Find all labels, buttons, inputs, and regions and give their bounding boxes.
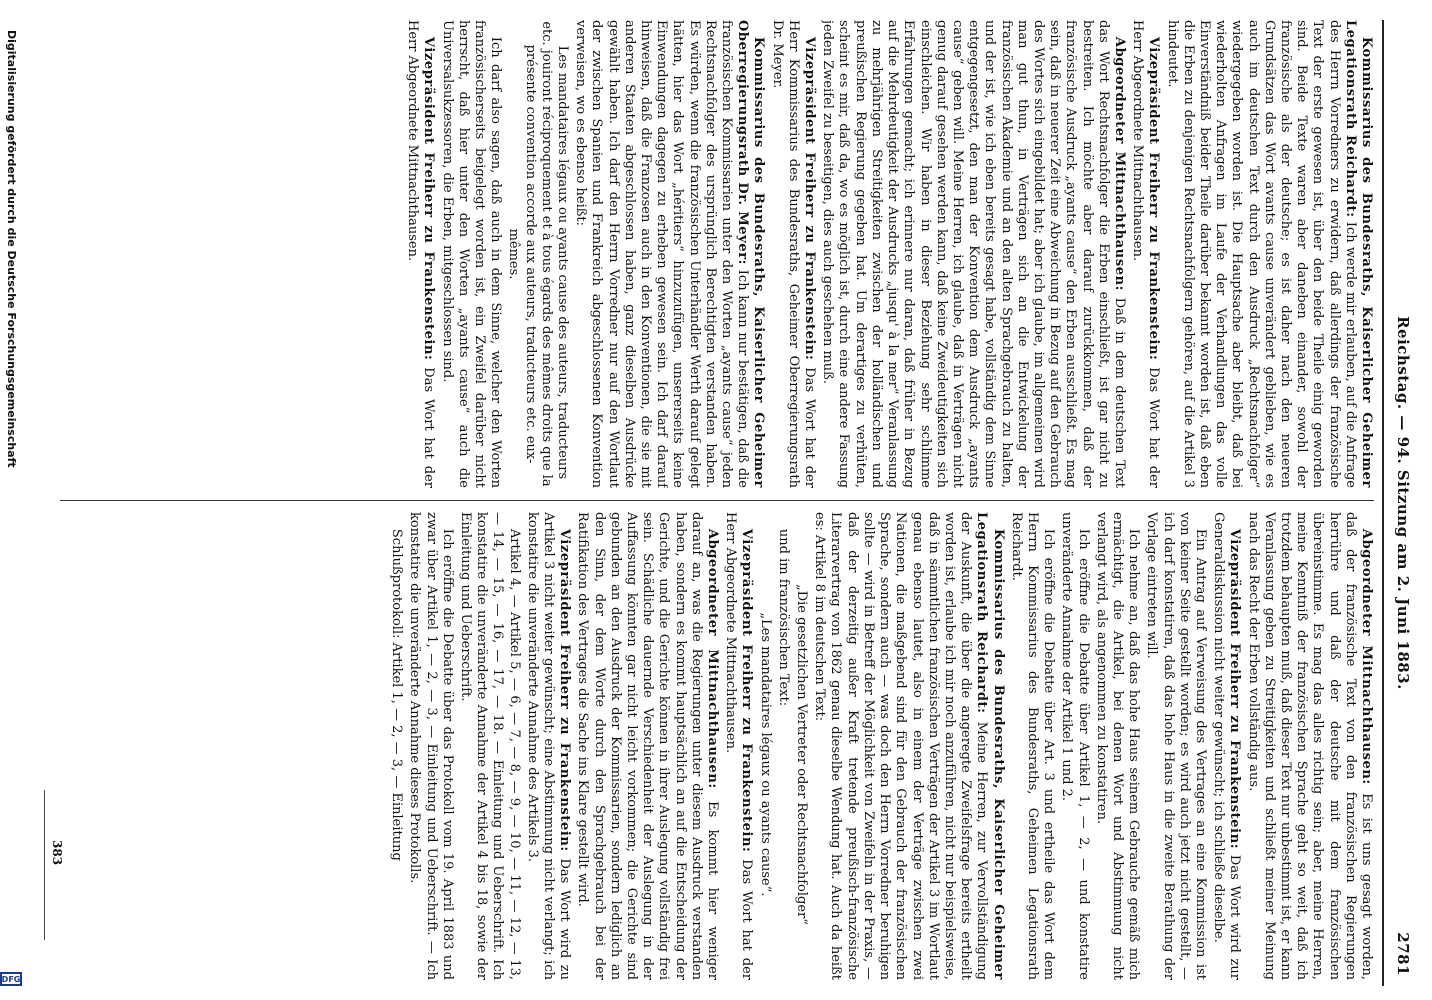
speech-text: Das Wort hat der Herr Abgeordnete Mittnachthausen. <box>723 512 755 980</box>
speech-text: Das Wort hat der Herr Kommissarius des Bundesraths, Geheimer Oberregierungsrath Dr. Meyer. <box>769 20 818 488</box>
quote-line: „Die gesetzlichen Vertreter oder Rechtsnachfolger“ <box>794 583 810 925</box>
speech-text: und im französischen Text: <box>775 528 791 707</box>
page-number: 2781 <box>1394 932 1412 976</box>
speech-paragraph <box>1129 20 1161 488</box>
speaker-name: Vizepräsident Freiherr zu Frankenstein: <box>802 36 818 361</box>
speech-paragraph <box>572 20 766 488</box>
signature-mark: 383 <box>50 840 64 866</box>
page-body <box>0 20 1432 986</box>
running-head <box>1386 20 1412 986</box>
speaker-name: Vizepräsident Freiherr zu Frankenstein: <box>557 528 573 852</box>
dfg-logo-icon: DFG <box>0 972 22 986</box>
page-title: Reichstag. — 94. Sitzung am 2. Juni 1883. <box>1394 316 1412 690</box>
speech-paragraph <box>811 512 1005 980</box>
speech-text: Meine Herren, zur Vervollständigung der Auskunft, die über die angeregte Zweifelsfrage bereits ertheilt worden ist, erlaube ich mir noch anzuführen, nicht nur beispielsweise, daß in sämmtlichen französischen Verträgen der Artikel 3 im Wortlaut genau ebenso lautet, also in einem der Verträge zwischen zwei Nationen, die maßgebend sind für den Gebrauch der französischen Sprache, sondern auch — was doch den Herrn Vorredner beruhigen sollte — wird in Betreff der Möglichkeit von Zweifeln in der Praxis, — daß der derzeitig außer Kraft tretende preußisch-französische Literarvertrag von 1862 genau dieselbe Wendung hat. Auch da heißt es: Artikel 8 im deutschen Text: <box>812 512 990 980</box>
right-column <box>60 512 1374 980</box>
speech-paragraph <box>438 20 503 488</box>
speech-text: Ich werde mir erlauben, auf die Anfrage des Herrn Vorredners zu erwidern, daß allerdings der französische Text der erste gewesen ist, über den beide Theile einig geworden sind. Beide Texte waren aber daneben einander, sowohl der französische als der deutsche; es ist daher nach den neueren Grundsätzen das Wort avants cause unverändert geblieben, wie es auch im deutschen Text durch den Ausdruck „Rechtsnachfolger“ wiedergegeben worden ist. Die Hauptsache aber bleibt, daß bei wiederholten Anfragen im Laufe der Verhandlungen das volle Einverständniß beider Theile darüber bekannt worden ist, daß eben die Erben zu denjenigen Rechtsnachfolgern gehören, auf die Artikel 3 hindeutet. <box>1164 20 1358 488</box>
speech-paragraph <box>388 512 404 980</box>
speech-paragraph <box>1210 512 1242 980</box>
quote-line: Les mandataires légaux ou ayants cause des auteurs, traducteurs etc. jouiront réciproquement et à tous égards des mêmes droits que la présente convention accorde aux auteurs, traducteurs etc. eux-mêmes. <box>506 21 571 487</box>
speech-text: Ein Antrag auf Verweisung des Vertrages an eine Kommission ist von keiner Seite gestellt worden; es wird auch jetzt nicht gestellt, — ich darf konstatiren, daß das hohe Haus in die zweite Berathung der Vorlage eintreten will. <box>1144 512 1208 980</box>
speech-text: Daß in dem deutschen Text das Wort Rechtsnachfolger die Erben einschließt, ist gar nicht zu bestreiten. Ich möchte aber darauf zurückkommen, daß der französische Ausdruck „ayants cause“ den Erben ausschließt. Es mag sein, daß in neuerer Zeit eine Abweichung in Bezug auf den Gebrauch des Wortes sich eingebildet hat; aber ich glaube, im allgemeinen wird man gut thun, in Verträgen sich an die Entwickelung der französischen Akademie und an den alten Sprachgebrauch zu halten, und der ist, wie ich eben bereits gesagt habe, vollständig dem Sinne entgegengesetzt, den man der Konvention dem Ausdruck „ayants cause“ geben will. Meine Herren, ich glaube, daß in Verträgen nicht genug darauf gesehen werden kann, daß keine Zweideutigkeiten sich einschleichen. Wir haben in dieser Beziehung sehr schlimme Erfahrungen gemacht; ich erinnere nur daran, daß früher in Bezug auf die Mehrdeutigkeit der Ausdrucks „jusqu' à la mer“ Veranlassung zu mehrjährigen Streitigkeiten zwischen der holländischen und preußischen Regierung gegeben hat. Um derartiges zu verhüten, scheint es mir, daß da, wo es möglich ist, durch eine andere Fassung jeden Zweifel zu beseitigen, dies auch geschehen muß. <box>820 20 1127 488</box>
speech-paragraph <box>775 512 791 980</box>
speech-paragraph <box>1058 512 1090 980</box>
signature-rule <box>44 790 45 940</box>
speaker-name: Abgeordneter Mittnachthausen: <box>1359 528 1374 785</box>
sideband-text: Digitalisierung gefördert durch die Deutsche Forschungsgemeinschaft <box>5 30 18 468</box>
speech-text: Ich kann nur bestätigen, daß die französischen Kommissarien unter den Worten „ayants cause“ jeden Rechtsnachfolger des ursprünglich Berechtigten verstanden haben. Es würden, wenn die französischen Unterhändler Werth darauf gelegt hätten, hier das Wort „héritiers“ hinzuzufügen, unsererseits keine Einwendungen dagegen zu erheben gewesen sein. Ich darf darauf hinweisen, daß die Franzosen auch in den Konventionen, die sie mit anderen Staaten abgeschlossen haben, ganz dieselben Ausdrücke gewählt haben. Ich darf den Herrn Vorredner nur auf den Wortlaut der zwischen Spanien und Frankreich abgeschlossenen Konvention verweisen, wo es ebenso heißt: <box>573 20 751 488</box>
speech-text: Das Wort wird zu Artikel 3 nicht weiter gewünscht; eine Abstimmung nicht verlangt; ich konstatire die unveränderte Annahme des Artikels 3. <box>524 512 573 980</box>
speech-paragraph <box>722 512 754 980</box>
speech-text: Es kommt hier weniger darauf an, was die Regierungen unter diesem Ausdruck verstanden haben, sondern es kommt hauptsächlich an auf die Entscheidung der Gerichte, und die Gerichte können in ihrer Auslegung vollständig frei sein. Schädliche dauernde Verschiedenheit der Auslegung in der Auffassung könnten gar nicht leicht vorkommen; die Gerichte sind gebunden an den Ausdruck der Kommissarien, sondern lediglich an den Sinn, der dem Worte durch den Sprachgebrauch bei der Ratifikation des Vertrages die Sache ins Klare gestellt wird. <box>575 512 721 980</box>
speech-paragraph <box>1093 512 1142 980</box>
sideband <box>0 0 20 1000</box>
speaker-name: Kommissarius des Bundesraths, Kaiserlicher Geheimer Legationsrath Reichardt: <box>1342 20 1374 488</box>
quote-line: „Les mandataires légaux ou ayants cause“. <box>757 612 773 897</box>
speech-text: Das Wort wird zur Generaldiskussion nicht weiter gewünscht; ich schließe dieselbe. <box>1211 512 1243 980</box>
speech-text: Das Wort hat der Herr Abgeordnete Mittnachthausen. <box>1130 20 1162 488</box>
speaker-name: Vizepräsident Freiherr zu Frankenstein: <box>739 528 755 853</box>
speech-text: Ich eröffne die Debatte über Artikel 1, — 2, — und konstatire unveränderte Annahme der Artikel 1 und 2. <box>1059 512 1091 980</box>
speech-paragraph <box>404 20 436 488</box>
header-rule <box>1382 20 1384 986</box>
speech-text: Artikel 4, — Artikel 5, — 6, — 7, — 8, — 9, — 10, — 11, — 12, — 13, — 14, — 15, — 16, — 17, — 18. — Einleitung und Ueberschrift. Ich konstatire die unveränderte Annahme der Artikel 4 bis 18, sowie der Einleitung und Ueberschrift. <box>458 512 522 980</box>
speech-text: Ich eröffne die Debatte über das Protokoll vom 19. April 1883 und zwar über Artikel 1, — 2, — 3, — Einleitung und Ueberschrift. — Ich konstatire die unveränderte Annahme dieses Protokolls. <box>407 512 455 980</box>
speaker-name: Vizepräsident Freiherr zu Frankenstein: <box>1227 528 1243 850</box>
speech-text: Ich eröffne die Debatte über Art. 3 und ertheile das Wort dem Herrn Kommissarius des Bundesraths, Geheimen Legationsrath Reichardt. <box>1008 512 1057 980</box>
left-column <box>60 20 1374 488</box>
speaker-name: Abgeordneter Mittnachthausen: <box>1111 36 1127 292</box>
speech-paragraph <box>457 512 522 980</box>
speech-text: Schlußprotokoll: Artikel 1, — 2, — 3, — Einleitung <box>389 528 405 861</box>
speech-text: Ich darf also sagen, daß auch in dem Sinne, welcher den Worten französischerseits beigelegt worden ist, ein Zweifel darüber nicht herrscht, daß hier unter den Worten „ayants cause“ auch die Universalsukzessoren, die Erben, mitgeschlossen sind. <box>439 20 504 488</box>
speech-text: Es ist uns gesagt worden, daß der französische Text von den französischen Regierungen herrühre und daß der deutsche mit dem französischen übereinstimme. Es mag das alles richtig sein; aber, meine Herren, meine Kenntniß der französischen Sprache geht so weit, daß ich trotzdem behaupten muß, daß dieser Text nur unbestimmt ist, er kann Veranlassung geben zu Streitigkeiten und schließt meiner Meinung nach das Recht der Erben vollständig aus. <box>1245 512 1374 980</box>
speech-paragraph <box>1244 512 1374 980</box>
speaker-name: Vizepräsident Freiherr zu Frankenstein: <box>421 36 437 361</box>
speech-paragraph <box>1143 512 1208 980</box>
speaker-name: Kommissarius des Bundesraths, Kaiserlicher Geheimer Legationsrath Reichardt: <box>974 512 1006 980</box>
speaker-name: Abgeordneter Mittnachthausen: <box>705 528 721 789</box>
speaker-name: Kommissarius des Bundesraths, Kaiserlicher Geheimer Oberregierungsrath Dr. Meyer: <box>735 20 767 488</box>
speech-paragraph <box>406 512 455 980</box>
speech-paragraph <box>524 512 573 980</box>
speech-paragraph <box>768 20 817 488</box>
speaker-name: Vizepräsident Freiherr zu Frankenstein: <box>1146 36 1162 361</box>
speech-paragraph <box>1008 512 1057 980</box>
speech-paragraph <box>1163 20 1374 488</box>
speech-text: Das Wort hat der Herr Abgeordnete Mittnachthausen. <box>405 20 437 488</box>
speech-text: Ich nehme an, daß das hohe Haus seinem Gebrauche gemäß mich ermächtigt, die Artikel, bei denen Wort und Abstimmung nicht verlangt wird, als angenommen zu konstatiren. <box>1093 512 1142 980</box>
speech-paragraph <box>574 512 720 980</box>
column-divider <box>60 500 1374 501</box>
speech-paragraph <box>819 20 1127 488</box>
